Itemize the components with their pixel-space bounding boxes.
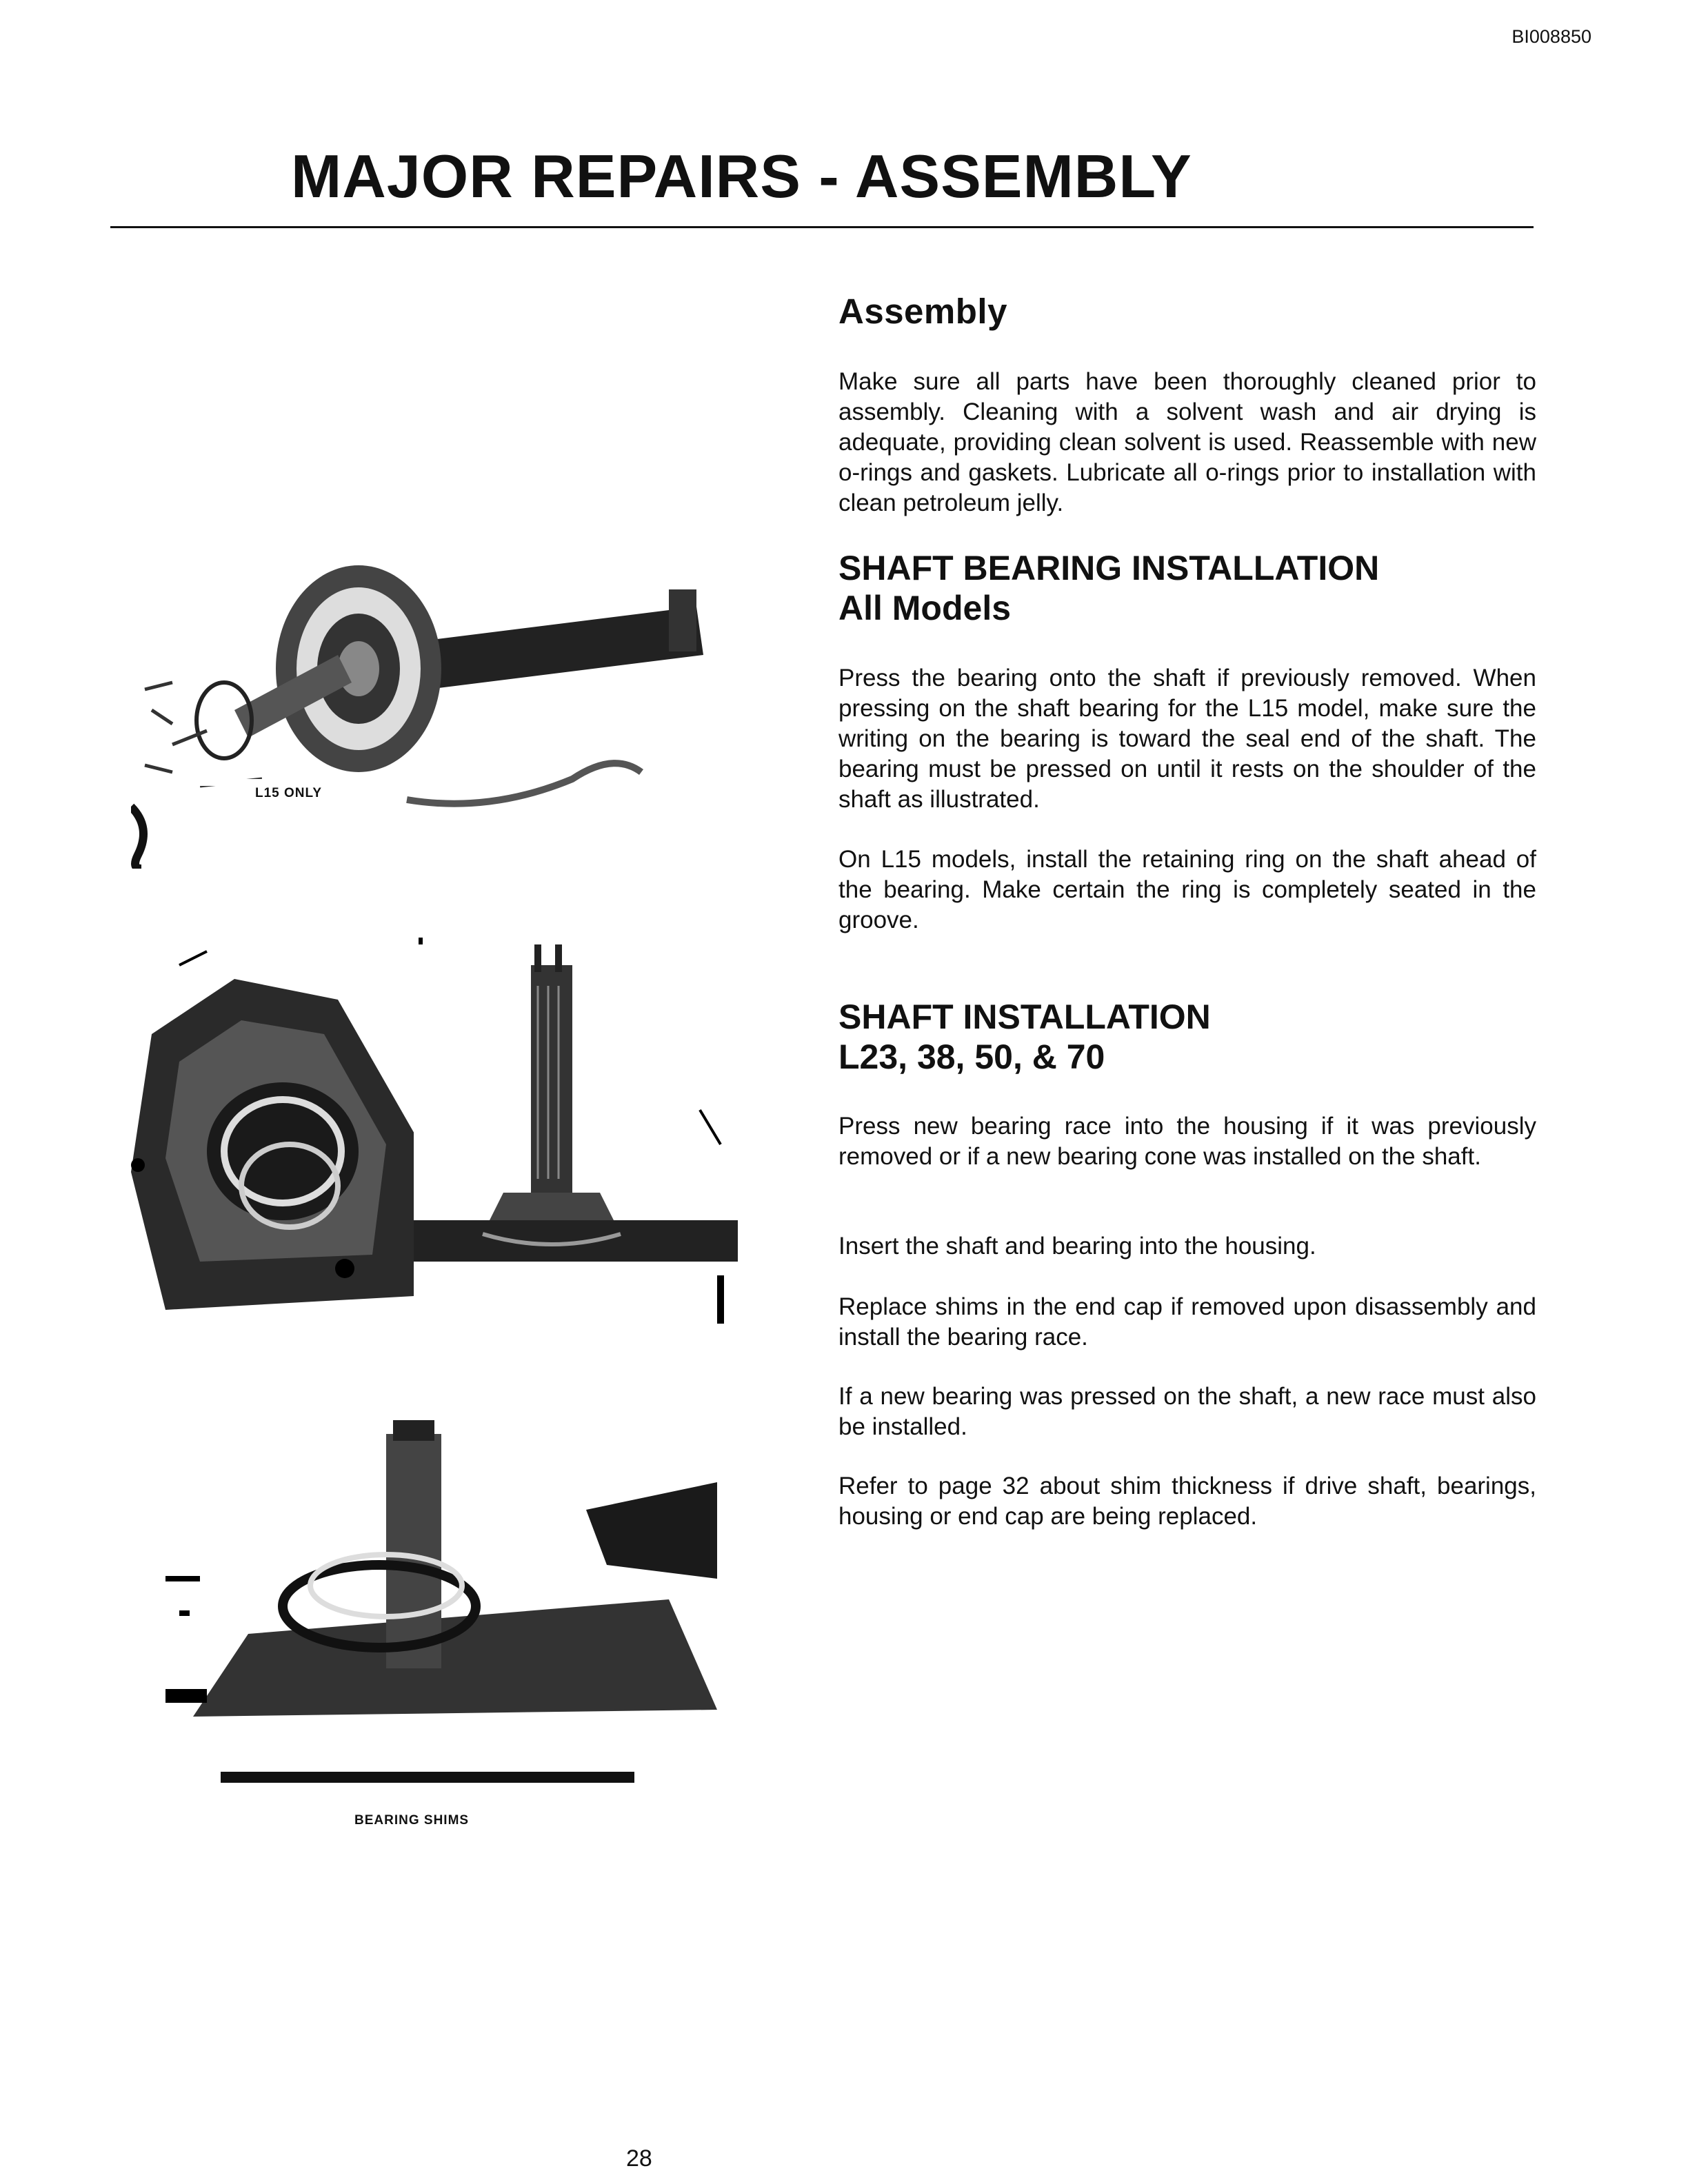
document-id: BI008850 (1511, 26, 1591, 47)
page-number: 28 (626, 2145, 652, 2172)
shaft-install-para4-wrap (838, 1382, 1536, 1442)
shaft-install-para4: If a new bearing was pressed on the shaft, a new race must also be installed. (838, 1383, 1536, 1440)
shaft-install-heading-wrap (838, 997, 1536, 1077)
shaft-install-para2: Insert the shaft and bearing into the housing. (838, 1233, 1316, 1260)
shaft-install-para3-wrap (838, 1292, 1536, 1353)
l15-only-label: L15 ONLY (255, 786, 323, 800)
shaft-install-para5-wrap (838, 1471, 1536, 1532)
shaft-install-para1: Press new bearing race into the housing if it was previously removed or if a new bearing cone was installed on the shaft. (838, 1113, 1536, 1170)
assembly-section (838, 291, 1536, 332)
shaft-bearing-para1-wrap (838, 663, 1536, 815)
shaft-install-heading: SHAFT INSTALLATION (838, 998, 1211, 1036)
bearing-shims-caption: BEARING SHIMS (354, 1813, 470, 1828)
shaft-bearing-para2-wrap (838, 845, 1536, 936)
shaft-install-para2-wrap (838, 1231, 1536, 1262)
bearing-shims-photo (165, 1406, 731, 1806)
shaft-bearing-heading: SHAFT BEARING INSTALLATION (838, 549, 1380, 587)
shaft-bearing-subheading: All Models (838, 589, 1012, 627)
assembly-body: Make sure all parts have been thoroughly cleaned prior to assembly. Cleaning with a solvent wash and air drying is adequate, providing clean solvent is used. Reassemble with new o-rings and gaskets. Lubricate all o-rings prior to installation with clean petroleum jelly. (838, 368, 1536, 516)
shaft-bearing-heading-wrap (838, 548, 1536, 628)
housing-race-photo (124, 938, 428, 1324)
page-title: MAJOR REPAIRS - ASSEMBLY (291, 142, 1192, 210)
shaft-install-para3: Replace shims in the end cap if removed upon disassembly and install the bearing race. (838, 1293, 1536, 1351)
shaft-bearing-photo (131, 538, 724, 869)
shaft-install-para1-wrap (838, 1111, 1536, 1172)
assembly-heading: Assembly (838, 292, 1007, 331)
shaft-install-para5: Refer to page 32 about shim thickness if drive shaft, bearings, housing or end cap are being replaced. (838, 1473, 1536, 1530)
title-rule (110, 226, 1534, 228)
assembly-body-wrap (838, 367, 1536, 518)
shaft-bearing-para2: On L15 models, install the retaining ring on the shaft ahead of the bearing. Make certain the ring is completely seated in the groove. (838, 846, 1536, 933)
shaft-install-subheading: L23, 38, 50, & 70 (838, 1038, 1105, 1076)
shaft-bearing-para1: Press the bearing onto the shaft if previously removed. When pressing on the shaft bearing for the L15 model, make sure the writing on the bearing is toward the seal end of the shaft. The bearing must be pressed on until it rests on the shoulder of the shaft as illustrated. (838, 665, 1536, 813)
shaft-cone-photo (414, 944, 738, 1324)
